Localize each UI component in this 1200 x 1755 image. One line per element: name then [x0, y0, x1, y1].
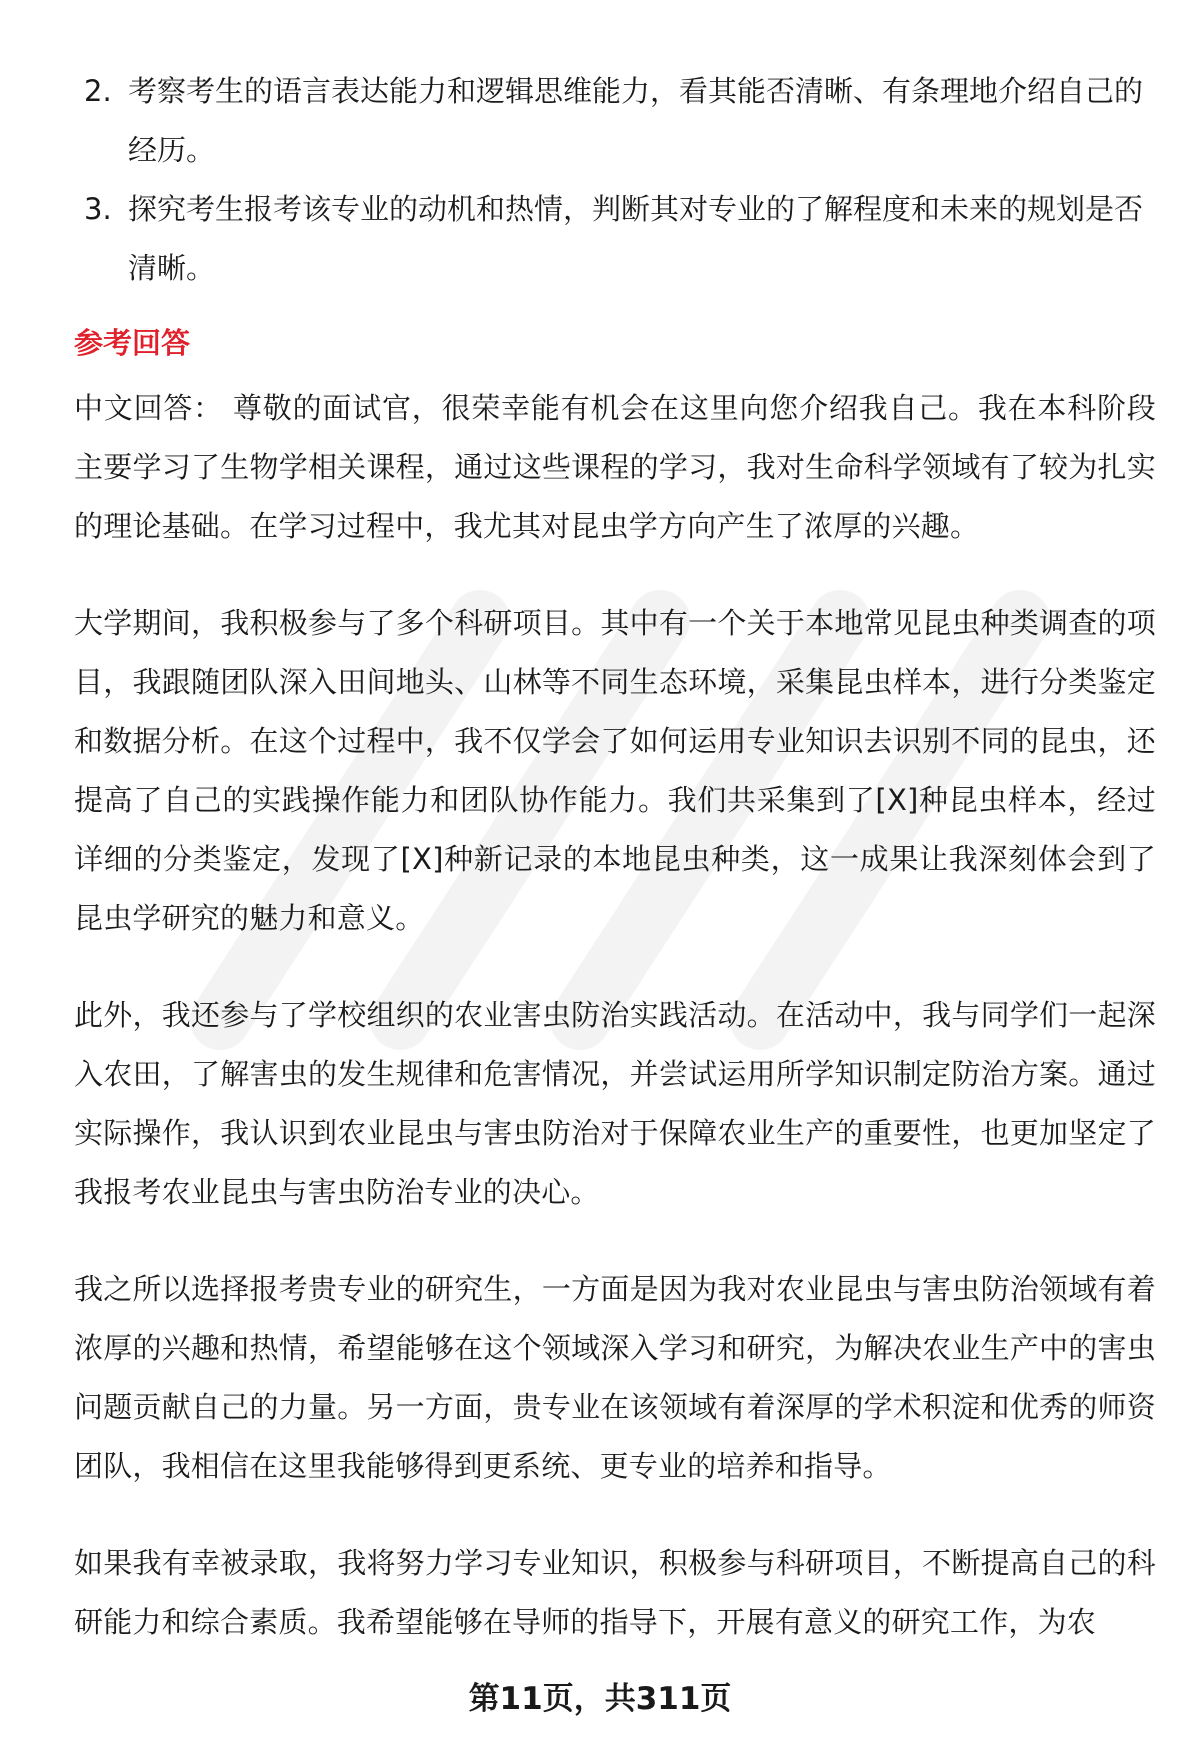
- paragraph: 大学期间，我积极参与了多个科研项目。其中有一个关于本地常见昆虫种类调查的项目，我跟随团队深入田间地头、山林等不同生态环境，采集昆虫样本，进行分类鉴定和数据分析。在这个过程中，我不仅学会了如何运用专业知识去识别不同的昆虫，还提高了自己的实践操作能力和团队协作能力。我们共采集到了[X]种昆虫样本，经过详细的分类鉴定，发现了[X]种新记录的本地昆虫种类，这一成果让我深刻体会到了昆虫学研究的魅力和意义。: [74, 606, 1156, 935]
- paragraph: 如果我有幸被录取，我将努力学习专业知识，积极参与科研项目，不断提高自己的科研能力和综合素质。我希望能够在导师的指导下，开展有意义的研究工作，为农: [74, 1546, 1156, 1639]
- list-text: 探究考生报考该专业的动机和热情，判断其对专业的了解程度和未来的规划是否清晰。: [128, 192, 1144, 285]
- paragraph: 我之所以选择报考贵专业的研究生，一方面是因为我对农业昆虫与害虫防治领域有着浓厚的兴趣和热情，希望能够在这个领域深入学习和研究，为解决农业生产中的害虫问题贡献自己的力量。另一方面，贵专业在该领域有着深厚的学术积淀和优秀的师资团队，我相信在这里我能够得到更系统、更专业的培养和指导。: [74, 1272, 1156, 1483]
- list-text: 考察考生的语言表达能力和逻辑思维能力，看其能否清晰、有条理地介绍自己的经历。: [128, 74, 1144, 167]
- list-item: [74, 62, 1156, 180]
- list-number: 3.: [84, 192, 112, 226]
- list-item: [74, 180, 1156, 298]
- list-number: 2.: [84, 74, 112, 108]
- paragraph: 此外，我还参与了学校组织的农业害虫防治实践活动。在活动中，我与同学们一起深入农田，了解害虫的发生规律和危害情况，并尝试运用所学知识制定防治方案。通过实际操作，我认识到农业昆虫与害虫防治对于保障农业生产的重要性，也更加坚定了我报考农业昆虫与害虫防治专业的决心。: [74, 998, 1156, 1209]
- page-number-footer: 第11页，共311页: [468, 1681, 732, 1717]
- document-content: [74, 62, 1156, 1690]
- section-heading: 参考回答: [74, 326, 191, 360]
- paragraph: 中文回答： 尊敬的面试官，很荣幸能有机会在这里向您介绍我自己。我在本科阶段主要学习了生物学相关课程，通过这些课程的学习，我对生命科学领域有了较为扎实的理论基础。在学习过程中，我尤其对昆虫学方向产生了浓厚的兴趣。: [74, 391, 1156, 543]
